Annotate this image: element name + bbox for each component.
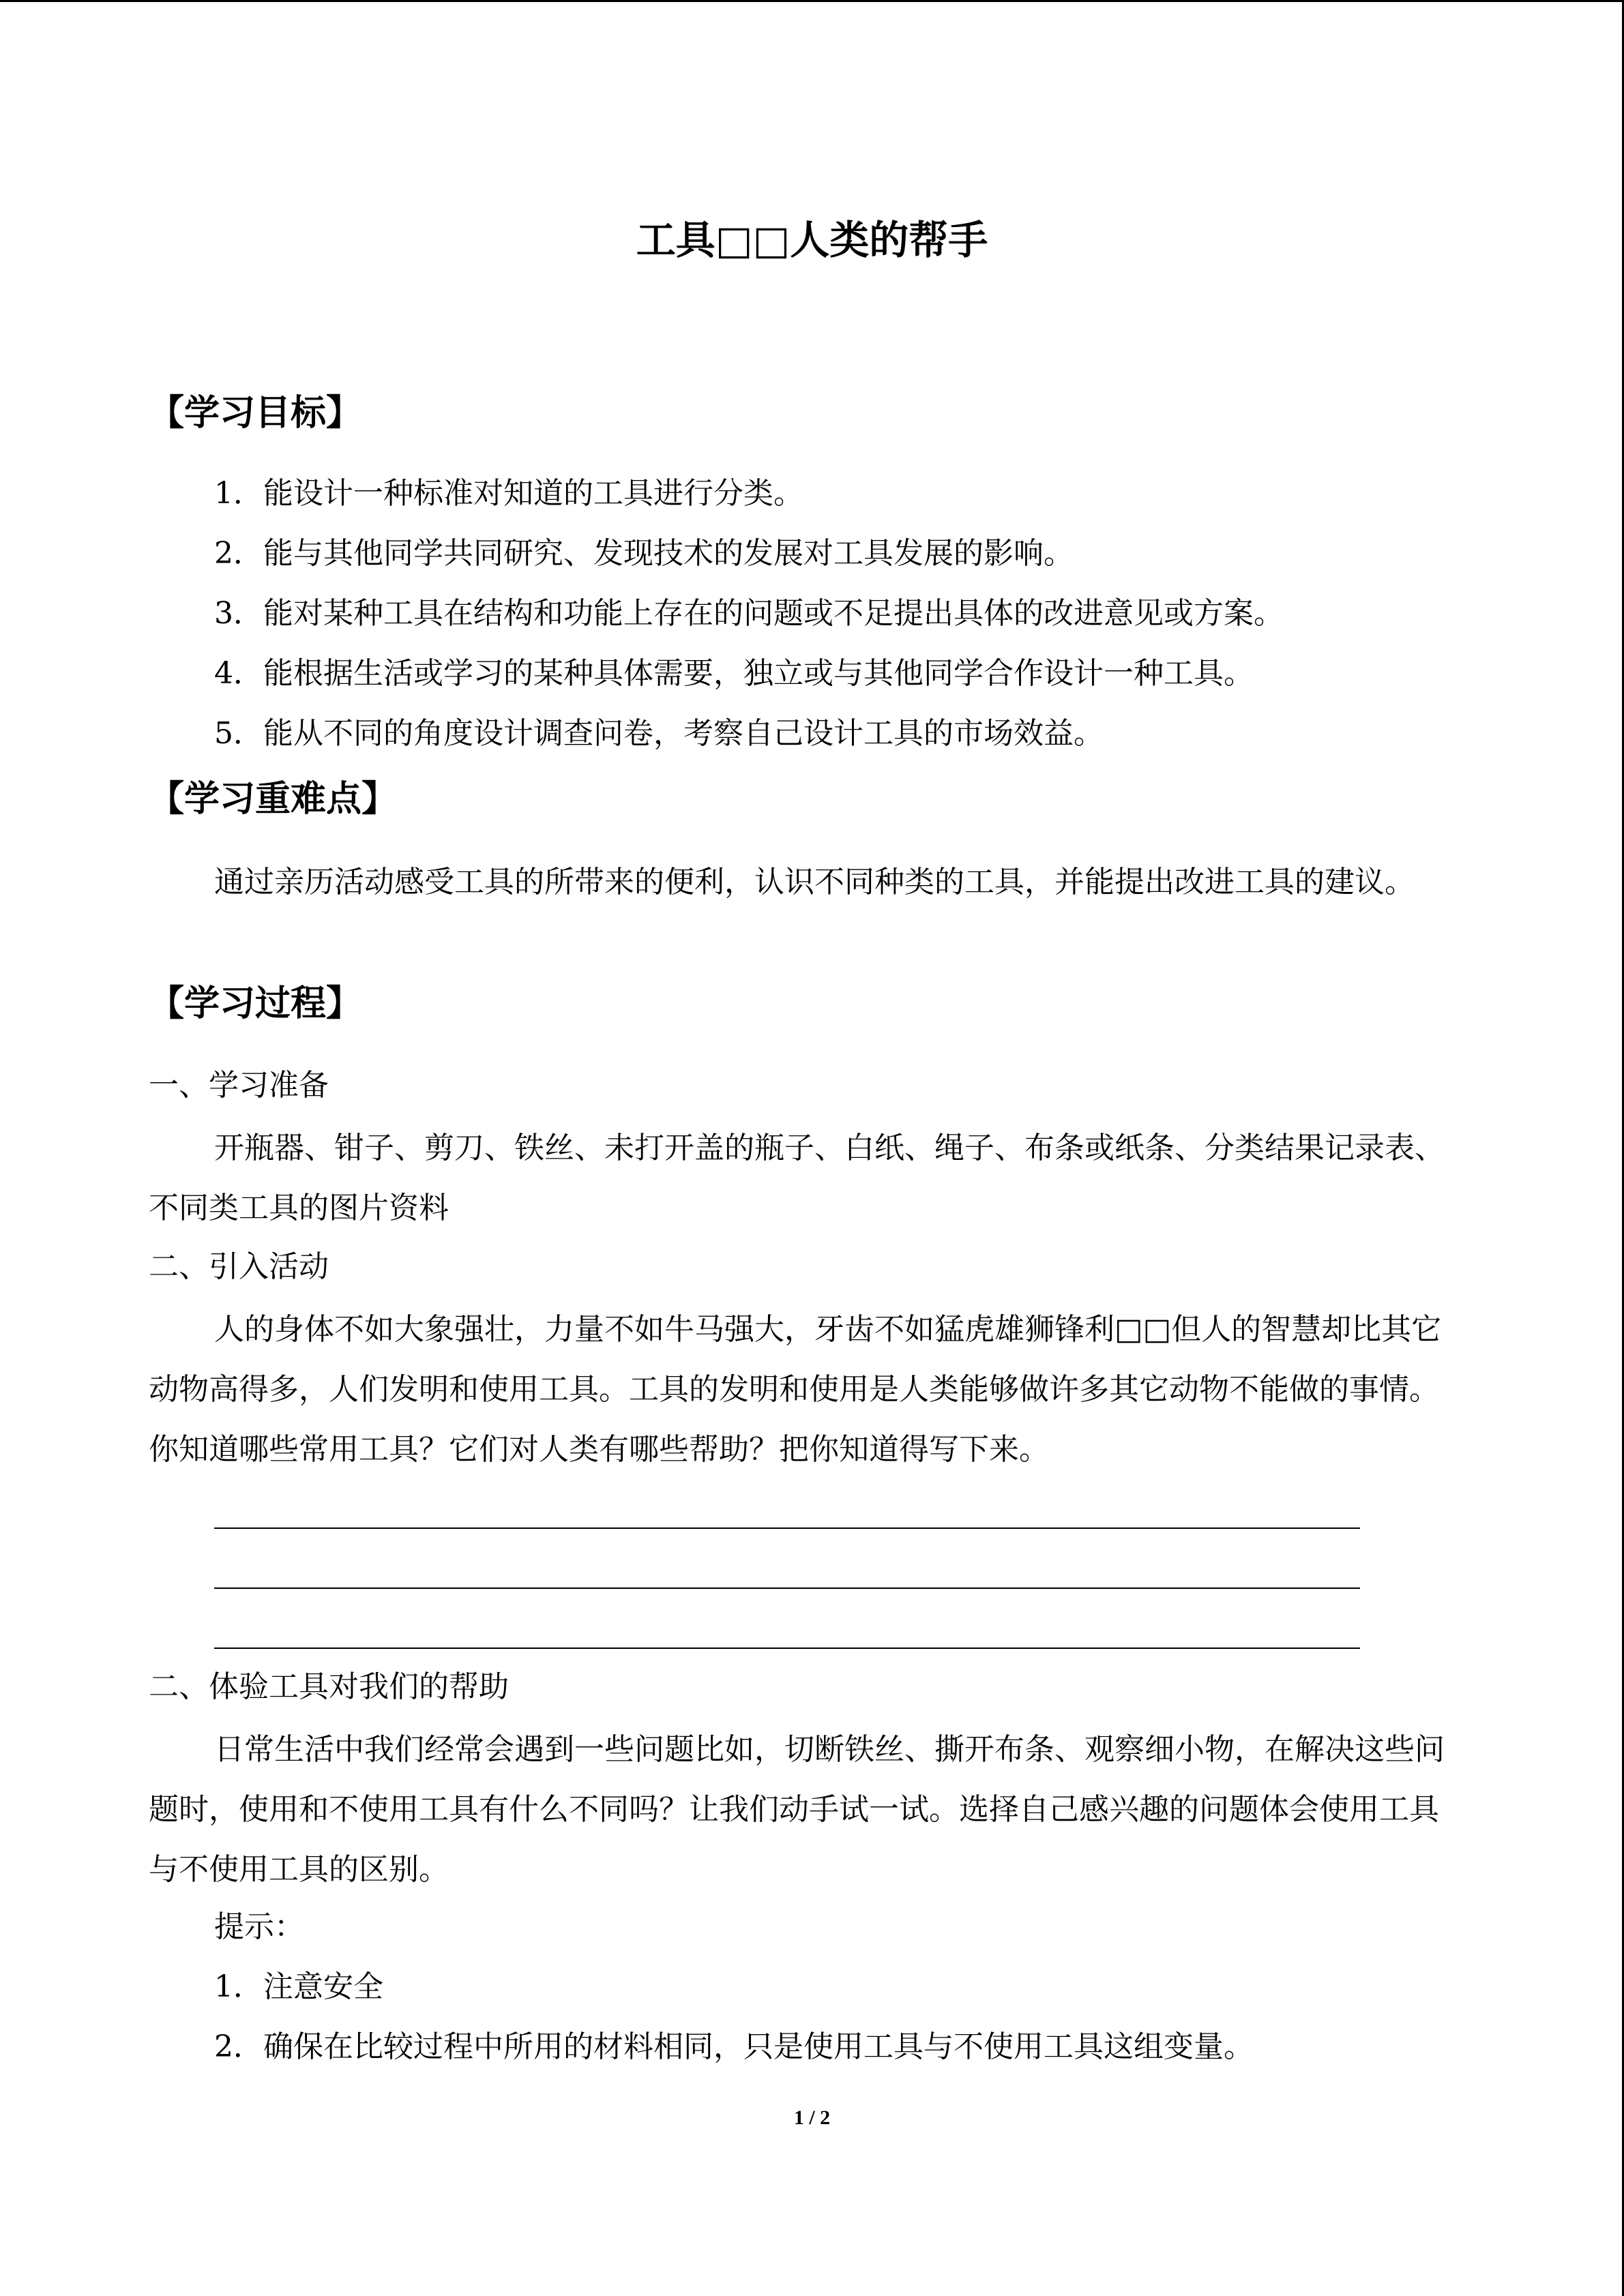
prep-text: 开瓶器、钳子、剪刀、铁丝、未打开盖的瓶子、白纸、绳子、布条或纸条、分类结果记录表、不同类工具的图片资料 bbox=[149, 1131, 1445, 1225]
goal-item-4: 4．能根据生活或学习的某种具体需要，独立或与其他同学合作设计一种工具。 bbox=[214, 656, 1254, 691]
prep-heading: 一、学习准备 bbox=[149, 1068, 329, 1103]
answer-line-1[interactable] bbox=[214, 1527, 1360, 1529]
process-heading: 【学习过程】 bbox=[149, 983, 362, 1024]
goal-item-5: 5．能从不同的角度设计调查问卷，考察自己设计工具的市场效益。 bbox=[214, 716, 1104, 751]
goal-item-3: 3．能对某种工具在结构和功能上存在的问题或不足提出具体的改进意见或方案。 bbox=[214, 596, 1284, 631]
intro-text: 人的身体不如大象强壮，力量不如牛马强大，牙齿不如猛虎雄狮锋利□□但人的智慧却比其它动物高得多，人们发明和使用工具。工具的发明和使用是人类能够做许多其它动物不能做的事情。你知道哪些常用工具？它们对人类有哪些帮助？把你知道得写下来。 bbox=[149, 1312, 1442, 1467]
tips-label: 提示： bbox=[214, 1909, 304, 1944]
key-points-heading: 【学习重难点】 bbox=[149, 779, 398, 820]
page-title: 工具□□人类的帮手 bbox=[636, 217, 988, 263]
answer-line-3[interactable] bbox=[214, 1648, 1360, 1649]
page-number: 1 / 2 bbox=[793, 2106, 831, 2129]
tip-item-2: 2．确保在比较过程中所用的材料相同，只是使用工具与不使用工具这组变量。 bbox=[214, 2029, 1254, 2064]
intro-heading: 二、引入活动 bbox=[149, 1249, 329, 1284]
answer-line-2[interactable] bbox=[214, 1587, 1360, 1589]
goal-item-2: 2．能与其他同学共同研究、发现技术的发展对工具发展的影响。 bbox=[214, 536, 1074, 571]
goals-heading: 【学习目标】 bbox=[149, 393, 362, 434]
experience-heading: 二、体验工具对我们的帮助 bbox=[149, 1669, 509, 1704]
key-points-text: 通过亲历活动感受工具的所带来的便利，认识不同种类的工具，并能提出改进工具的建议。 bbox=[214, 865, 1415, 899]
tip-item-1: 1．注意安全 bbox=[214, 1969, 383, 2004]
experience-text: 日常生活中我们经常会遇到一些问题比如，切断铁丝、撕开布条、观察细小物，在解决这些问题时，使用和不使用工具有什么不同吗？让我们动手试一试。选择自己感兴趣的问题体会使用工具与不使用工具的区别。 bbox=[149, 1732, 1445, 1887]
goal-item-1: 1．能设计一种标准对知道的工具进行分类。 bbox=[214, 476, 803, 511]
